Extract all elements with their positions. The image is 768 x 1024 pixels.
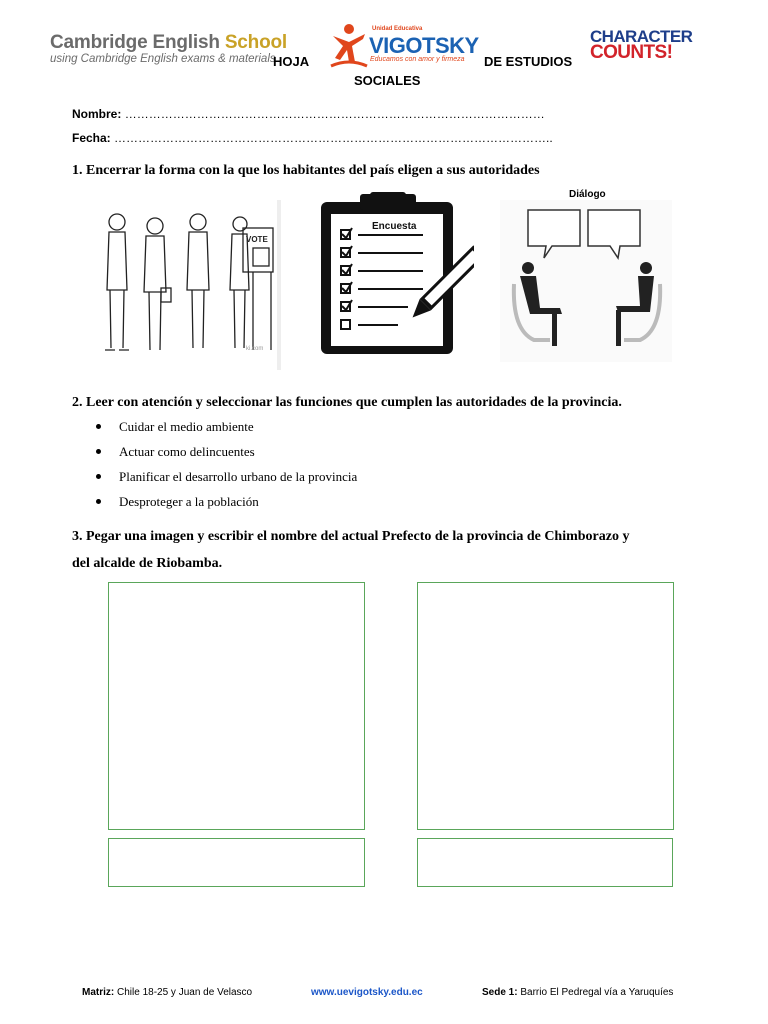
option-text: Desproteger a la población [119,493,259,509]
vigotsky-name: VIGOTSKY [369,33,479,58]
dialogo-label: Diálogo [569,189,606,200]
character-counts-line2: COUNTS! [590,42,673,63]
bullet-icon [96,499,101,504]
fecha-label: Fecha: [72,131,111,145]
option-text: Actuar como delincuentes [119,443,255,459]
footer-matriz [82,987,252,998]
alcalde-name-box[interactable] [417,838,673,887]
list-item[interactable] [92,439,357,464]
cambridge-logo-title [50,32,287,54]
bullet-icon [96,424,101,429]
cambridge-main-text: Cambridge English [50,32,220,53]
cambridge-subtitle: using Cambridge English exams & materials [50,53,276,65]
option-text: Cuidar el medio ambiente [119,418,254,434]
bullet-icon [96,449,101,454]
list-item[interactable] [92,414,357,439]
q2-options-list [92,414,357,514]
matriz-label: Matriz: [82,987,115,998]
nombre-label: Nombre: [72,107,122,121]
question-3-line1: 3. Pegar una imagen y escribir el nombre del actual Prefecto de la provincia de Chimborazo y [72,529,630,544]
footer-website-link[interactable]: www.uevigotsky.edu.ec [311,987,423,998]
sede-value: Barrio El Pedregal vía a Yaruquíes [520,987,674,998]
voters-line-image [103,200,281,370]
nombre-field[interactable] [72,107,545,121]
footer-sede [482,987,673,998]
prefecto-image-box[interactable] [108,582,365,830]
fecha-field[interactable] [72,131,553,145]
watermark-text: ki.com [246,346,264,352]
option-text: Planificar el desarrollo urbano de la provincia [119,468,358,484]
header-sociales: SOCIALES [354,73,421,88]
vigotsky-emblem-icon [327,22,371,72]
survey-clipboard-image [318,192,474,356]
fecha-dots: ……………………………………………………………………………………………….. [114,131,553,145]
character-counts-line1: CHARACTER [590,27,693,46]
vote-sign-text: VOTE [246,235,268,244]
alcalde-image-box[interactable] [417,582,674,830]
sede-label: Sede 1: [482,987,518,998]
question-1: 1. Encerrar la forma con la que los habitantes del país eligen a sus autoridades [72,163,540,178]
cambridge-school-text: School [224,32,287,53]
list-item[interactable] [92,464,357,489]
list-item[interactable] [92,489,357,514]
matriz-value: Chile 18-25 y Juan de Velasco [117,987,253,998]
question-3-line2: del alcalde de Riobamba. [72,556,223,571]
prefecto-name-box[interactable] [108,838,365,887]
vigotsky-top-text: Unidad Educativa [372,26,423,32]
vigotsky-motto: Educamos con amor y firmeza [370,56,465,63]
header-hoja: HOJA [273,54,310,69]
nombre-dots: …………………………………………………………………………………………… [124,107,545,121]
header-de-estudios: DE ESTUDIOS [484,54,573,69]
bullet-icon [96,474,101,479]
question-2: 2. Leer con atención y seleccionar las funciones que cumplen las autoridades de la provincia. [72,395,622,410]
dialogue-image [500,200,672,362]
encuesta-label: Encuesta [372,221,417,232]
